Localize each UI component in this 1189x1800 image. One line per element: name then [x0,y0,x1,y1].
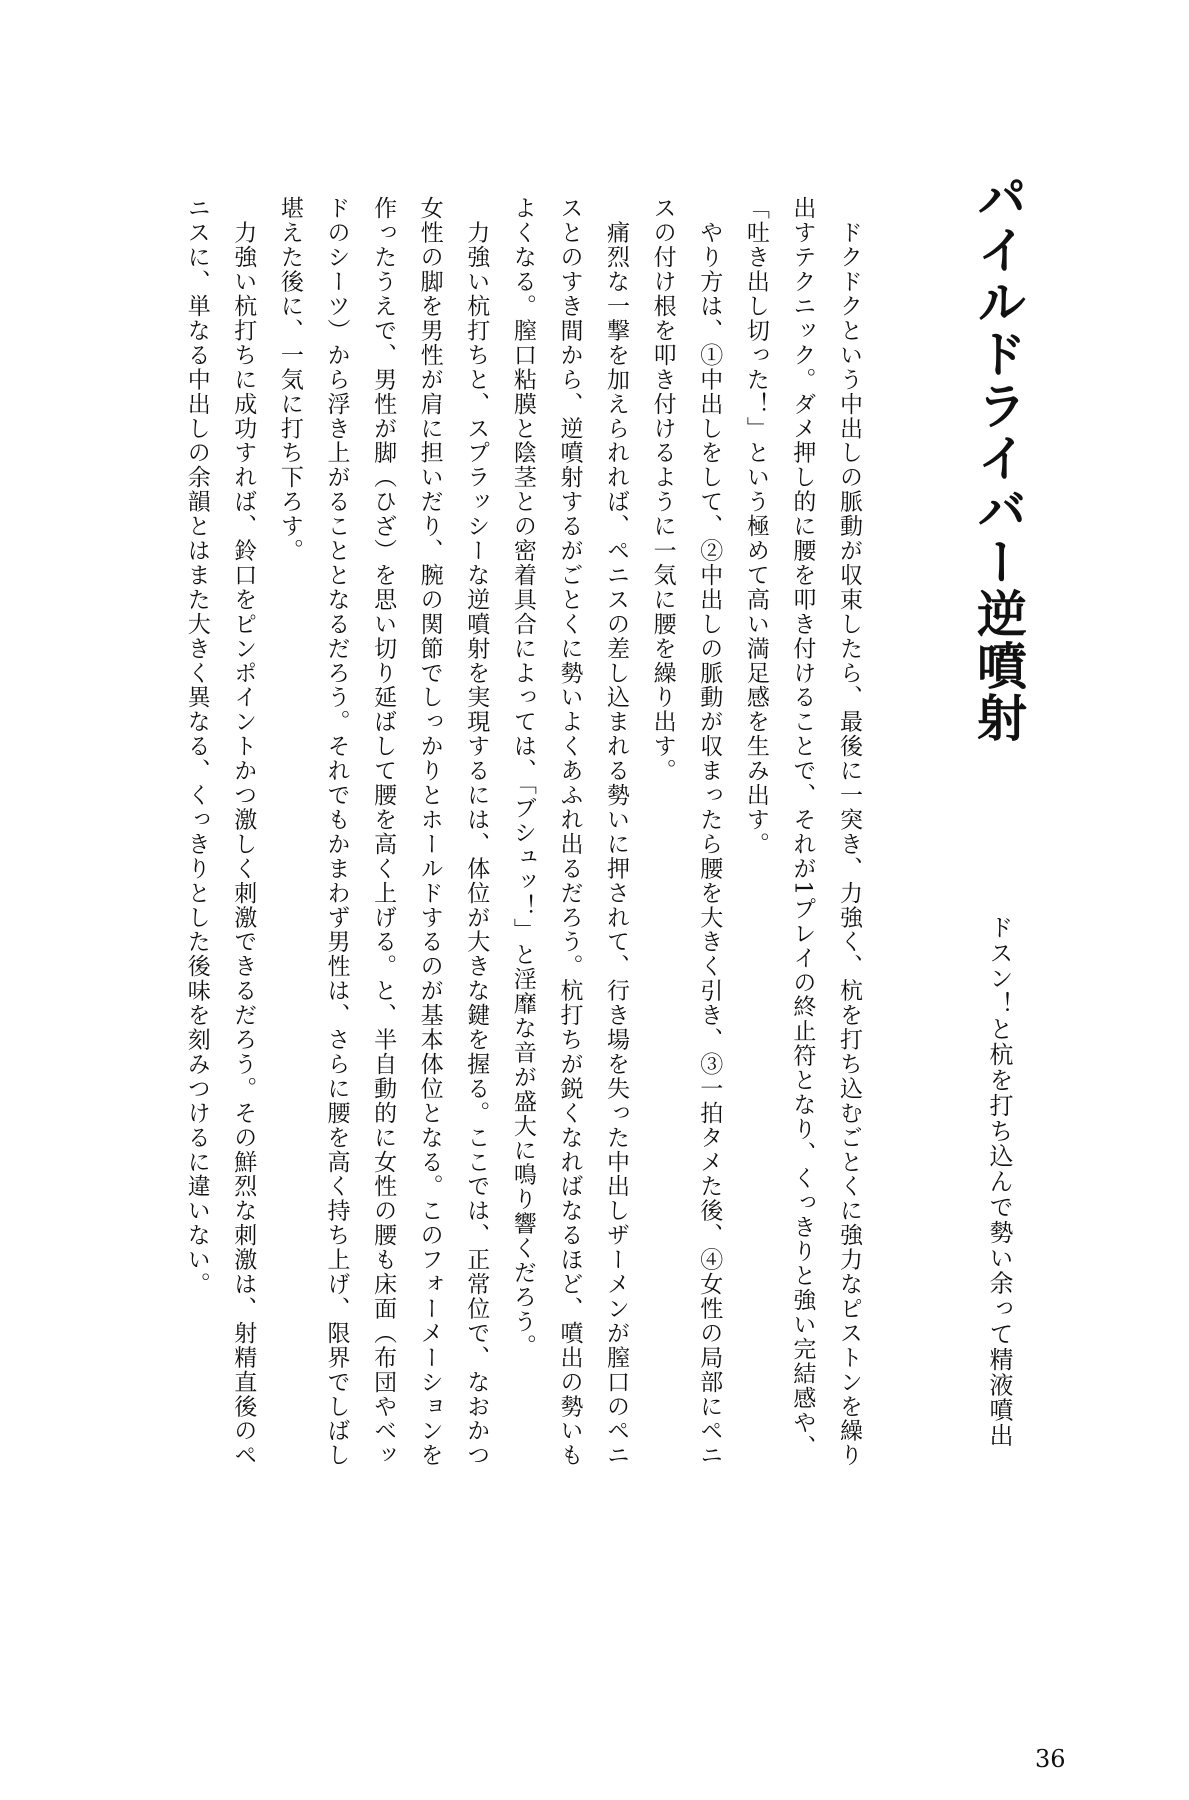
text-column: ドクドクという中出しの脈動が収束したら、最後に一突き、力強く、杭を打ち込むごとくに強力なピストンを繰り [836,196,862,1468]
text-column: スの付け根を叩き付けるように一気に腰を繰り出す。 [649,196,676,783]
text-column: 力強い杭打ちに成功すれば、鈴口をピンポイントかつ激しく刺激できるだろう。その鮮烈な刺激は、射精直後のペ [230,196,257,1468]
page-title: パイルドライバー逆噴射 [969,172,1027,744]
text-column: やり方は、①中出しをして、②中出しの脈動が収まったら腰を大きく引き、③一拍タメた後、④女性の局部にペニ [696,196,723,1468]
body-text [172,196,872,1486]
text-column: 力強い杭打ちと、スプラッシーな逆噴射を実現するには、体位が大きな鍵を握る。ここでは、正常位で、なおかつ [463,196,490,1468]
text-column: よくなる。膣口粘膜と陰茎との密着具合によっては、「ブシュッ！」と淫靡な音が盛大に鳴り響くだろう。 [509,196,536,1359]
text-column: 「吐き出し切った！」という極めて高い満足感を生み出す。 [742,196,769,857]
page-subtitle: ドスン！と杭を打ち込んで勢い余って精液噴出 [985,915,1013,1449]
text-column: 堪えた後に、一気に打ち下ろす。 [276,196,303,563]
text-column: 作ったうえで、男性が脚（ひざ）を思い切り延ばして腰を高く上げる。と、半自動的に女性の腰も床面（布団やベッ [370,196,397,1468]
text-column: 女性の脚を男性が肩に担いだり、腕の関節でしっかりとホールドするのが基本体位となる。このフォーメーションを [416,196,443,1468]
text-column: 痛烈な一撃を加えられれば、ペニスの差し込まれる勢いに押されて、行き場を失った中出しザーメンが膣口のペニ [603,196,630,1468]
page-number: 36 [1035,1745,1066,1773]
text-column: 出すテクニック。ダメ押し的に腰を叩き付けることで、それが1プレイの終止符となり、くっきりと強い完結感や、 [789,196,816,1460]
text-column: ニスに、単なる中出しの余韻とはまた大きく異なる、くっきりとした後味を刻みつけるに違いない。 [183,196,210,1297]
text-column: ドのシーツ）から浮き上がることとなるだろう。それでもかまわず男性は、さらに腰を高く持ち上げ、限界でしばし [323,196,350,1468]
text-column: スとのすき間から、逆噴射するがごとくに勢いよくあふれ出るだろう。杭打ちが鋭くなればなるほど、噴出の勢いも [556,196,583,1468]
